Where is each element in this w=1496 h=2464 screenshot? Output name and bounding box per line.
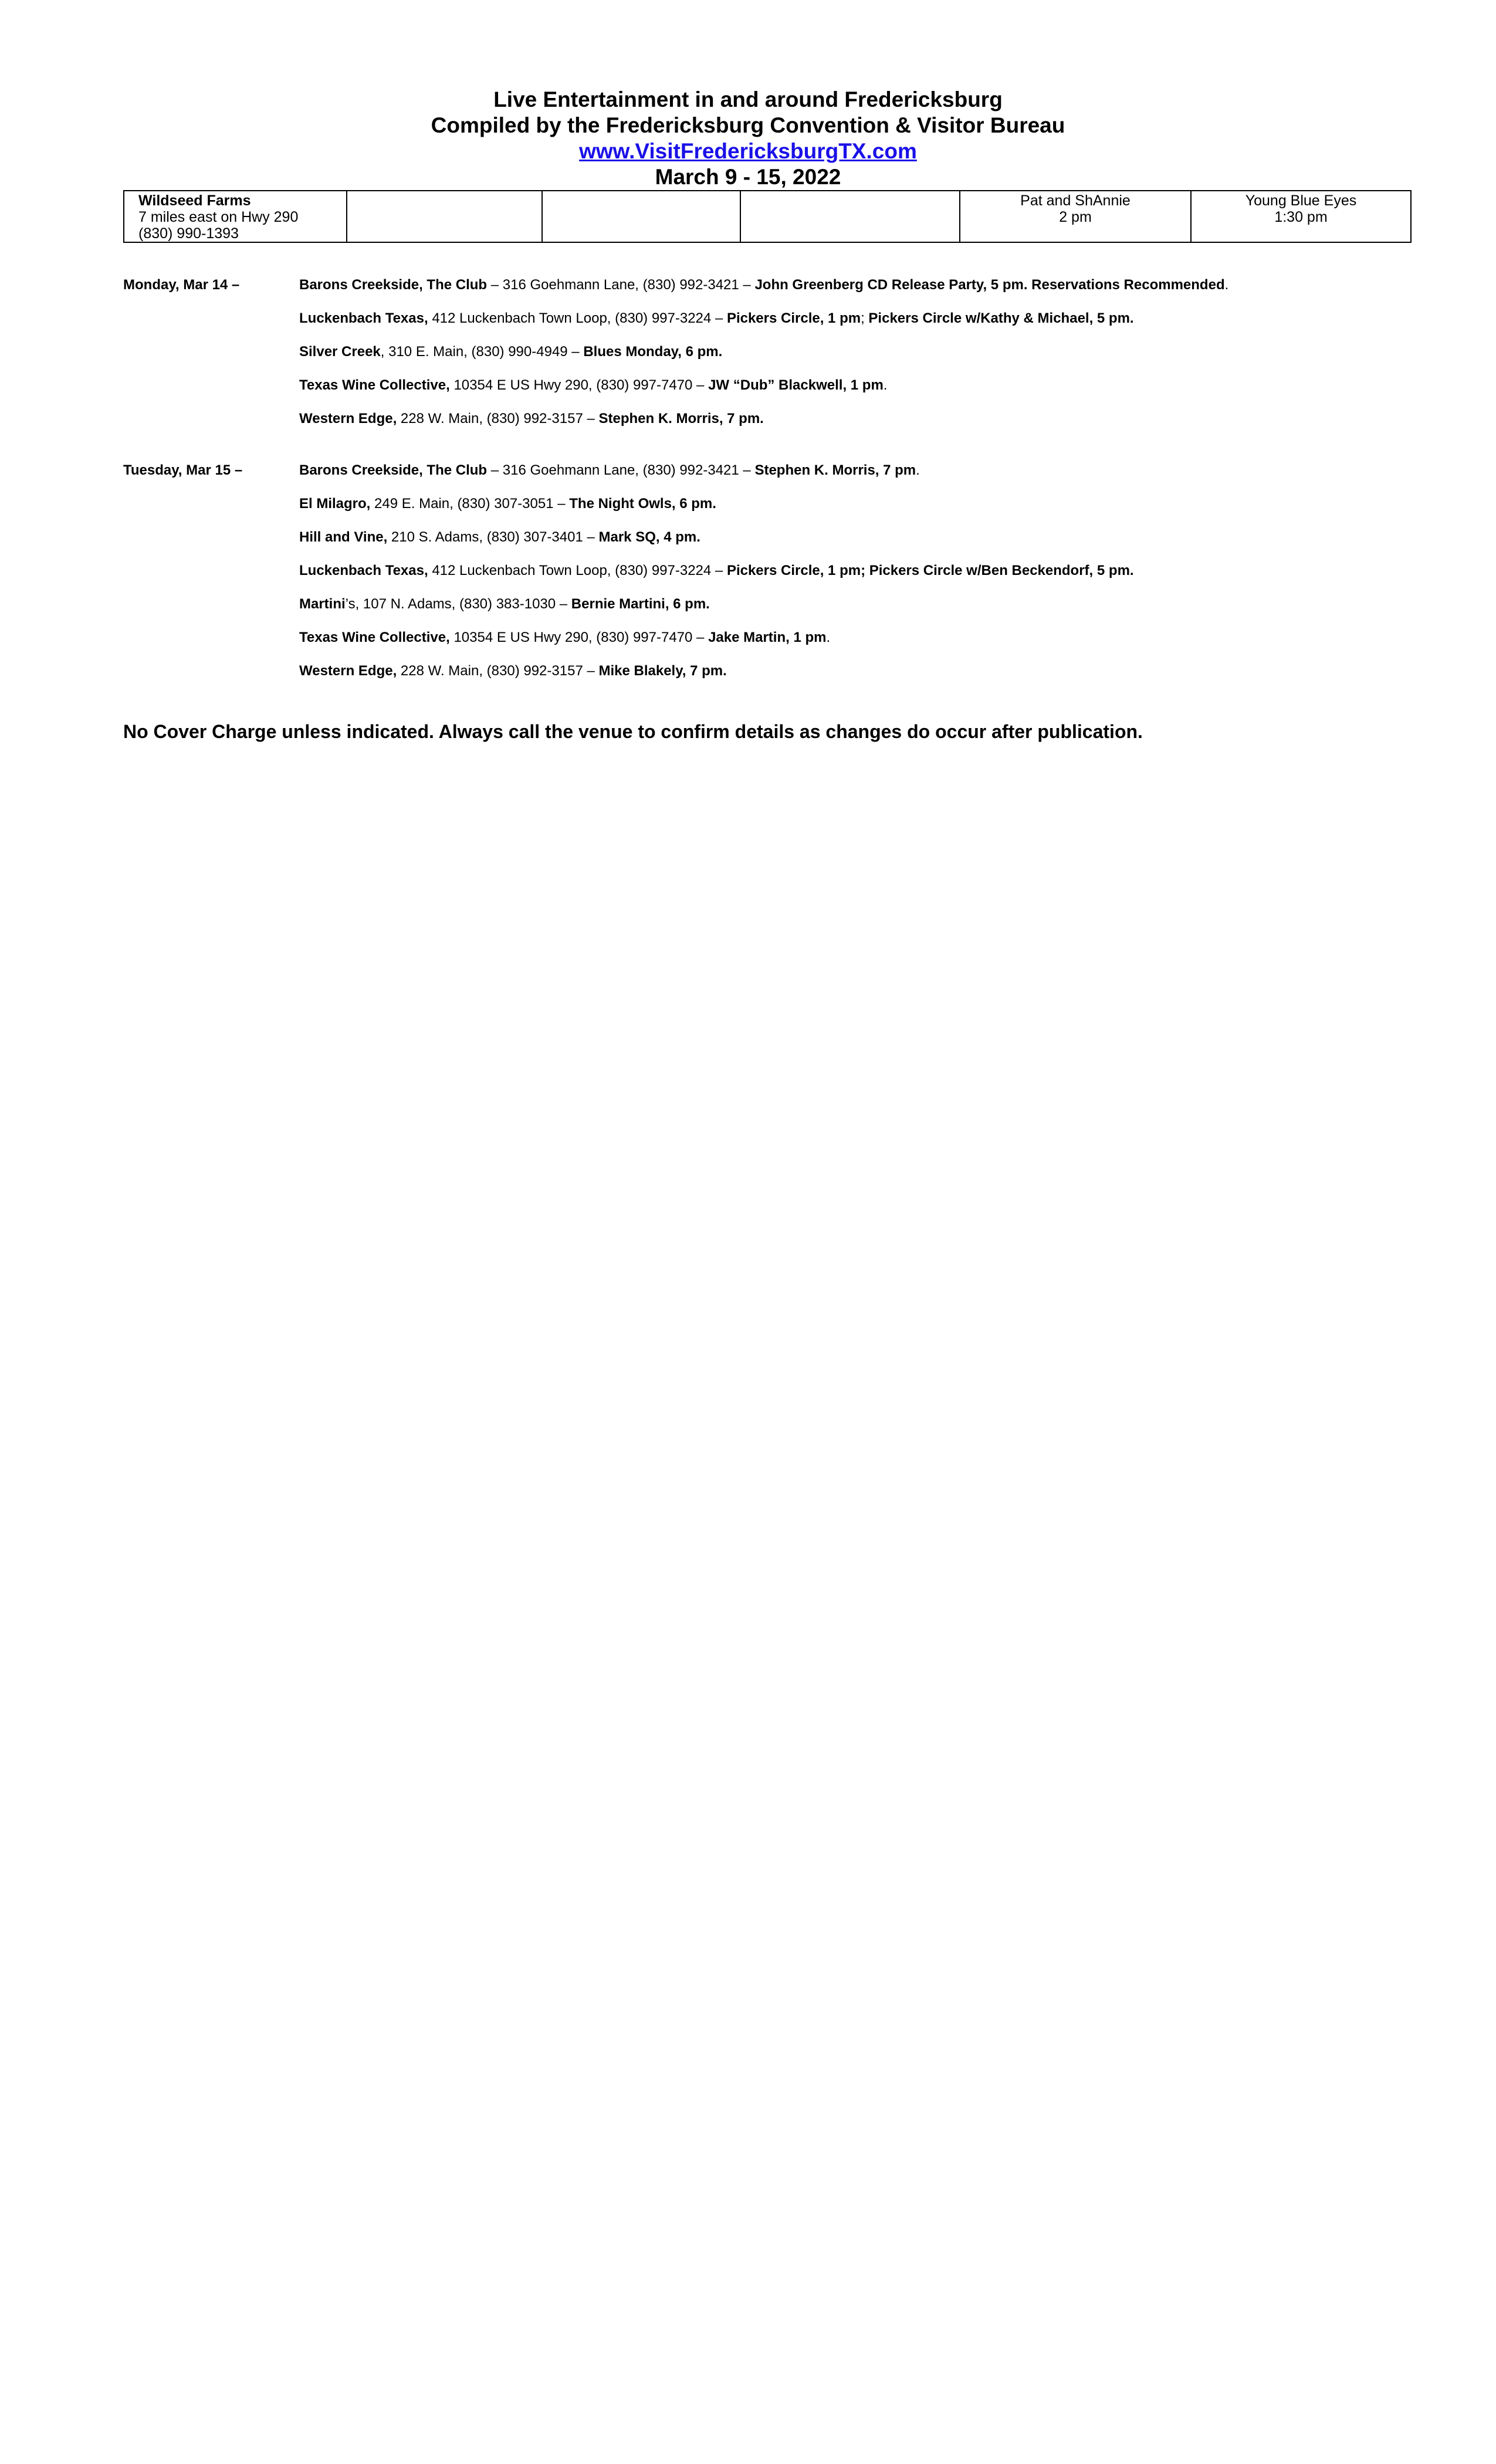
entry-separator: ;: [861, 310, 869, 326]
date-range: March 9 - 15, 2022: [655, 165, 841, 189]
list-item: [299, 663, 727, 679]
cover-charge-note: No Cover Charge unless indicated. Always call the venue to confirm details as changes do occur after publication.: [123, 721, 1143, 742]
list-item: [299, 344, 722, 360]
venue-details: 228 W. Main, (830) 992-3157 –: [397, 663, 599, 679]
list-item: [299, 563, 1134, 579]
venue-name: Martini: [299, 596, 346, 612]
venue-details: 249 E. Main, (830) 307-3051 –: [370, 496, 570, 512]
act-name: Pickers Circle w/Kathy & Michael, 5 pm.: [868, 310, 1134, 326]
venue-name: Silver Creek: [299, 344, 381, 360]
list-item: [299, 596, 710, 612]
cell-act: Pat and ShAnnie: [1020, 192, 1131, 209]
day-label: Tuesday, Mar 15 –: [123, 462, 243, 478]
venue-name: Texas Wine Collective,: [299, 629, 450, 645]
venue-name: Luckenbach Texas,: [299, 310, 428, 326]
venue-details: – 316 Goehmann Lane, (830) 992-3421 –: [487, 462, 755, 478]
venue-name: Western Edge,: [299, 411, 397, 427]
schedule-cell: [960, 191, 1191, 242]
venue-name: El Milagro,: [299, 496, 371, 512]
venue-phone: (830) 990-1393: [138, 225, 239, 242]
act-name: Pickers Circle, 1 pm; Pickers Circle w/Ben Beckendorf, 5 pm.: [726, 563, 1134, 578]
act-name: Pickers Circle, 1 pm: [726, 310, 861, 326]
day-label: Monday, Mar 14 –: [123, 277, 240, 293]
venue-name: Barons Creekside, The Club: [299, 462, 488, 478]
act-name: Blues Monday, 6 pm.: [583, 344, 723, 360]
table-row: [124, 191, 1411, 242]
act-name: Bernie Martini, 6 pm.: [571, 596, 710, 612]
cell-act: Young Blue Eyes: [1245, 192, 1357, 209]
act-name: Jake Martin, 1 pm: [708, 629, 827, 645]
venue-details: 228 W. Main, (830) 992-3157 –: [397, 411, 599, 427]
cell-time: 1:30 pm: [1274, 209, 1328, 225]
entry-tail: .: [826, 629, 831, 645]
list-item: [299, 377, 887, 394]
page-title: Live Entertainment in and around Fredericksburg: [493, 87, 1003, 111]
act-name: Stephen K. Morris, 7 pm.: [598, 411, 764, 427]
entry-tail: .: [916, 462, 920, 478]
venue-details: 10354 E US Hwy 290, (830) 997-7470 –: [449, 377, 709, 393]
act-name: John Greenberg CD Release Party, 5 pm. Reservations Recommended: [754, 277, 1225, 293]
list-item: [299, 310, 1134, 327]
venue-details: 10354 E US Hwy 290, (830) 997-7470 –: [449, 629, 709, 645]
entry-tail: .: [1224, 277, 1229, 293]
website-link[interactable]: www.VisitFredericksburgTX.com: [579, 139, 917, 163]
act-name: Mike Blakely, 7 pm.: [598, 663, 727, 679]
list-item: [299, 496, 716, 512]
schedule-cell: [542, 191, 740, 242]
venue-name: Wildseed Farms: [138, 192, 251, 209]
page-header: [0, 87, 1496, 190]
schedule-cell: [740, 191, 960, 242]
act-name: Stephen K. Morris, 7 pm: [754, 462, 916, 478]
venue-address: 7 miles east on Hwy 290: [138, 209, 299, 225]
act-name: Mark SQ, 4 pm.: [598, 529, 700, 545]
venue-details: , 310 E. Main, (830) 990-4949 –: [380, 344, 584, 360]
venue-cell: [124, 191, 347, 242]
act-name: The Night Owls, 6 pm.: [569, 496, 716, 512]
venue-name: Western Edge,: [299, 663, 397, 679]
venue-details: 412 Luckenbach Town Loop, (830) 997-3224 –: [428, 563, 727, 578]
venue-name: Hill and Vine,: [299, 529, 388, 545]
venue-schedule-table: [123, 190, 1412, 243]
venue-details: 412 Luckenbach Town Loop, (830) 997-3224 –: [428, 310, 727, 326]
page-subtitle: Compiled by the Fredericksburg Convention & Visitor Bureau: [431, 113, 1065, 137]
venue-name: Texas Wine Collective,: [299, 377, 450, 393]
schedule-cell: [347, 191, 542, 242]
venue-name: Barons Creekside, The Club: [299, 277, 488, 293]
list-item: [299, 462, 920, 479]
venue-details: – 316 Goehmann Lane, (830) 992-3421 –: [487, 277, 755, 293]
schedule-cell: [1191, 191, 1411, 242]
venue-details: 210 S. Adams, (830) 307-3401 –: [387, 529, 599, 545]
list-item: [299, 529, 700, 546]
entry-tail: .: [883, 377, 888, 393]
list-item: [299, 277, 1228, 293]
list-item: [299, 629, 830, 646]
act-name: JW “Dub” Blackwell, 1 pm: [708, 377, 884, 393]
cell-time: 2 pm: [1059, 209, 1092, 225]
list-item: [299, 411, 764, 427]
venue-name: Luckenbach Texas,: [299, 563, 428, 578]
venue-details: ’s, 107 N. Adams, (830) 383-1030 –: [345, 596, 571, 612]
